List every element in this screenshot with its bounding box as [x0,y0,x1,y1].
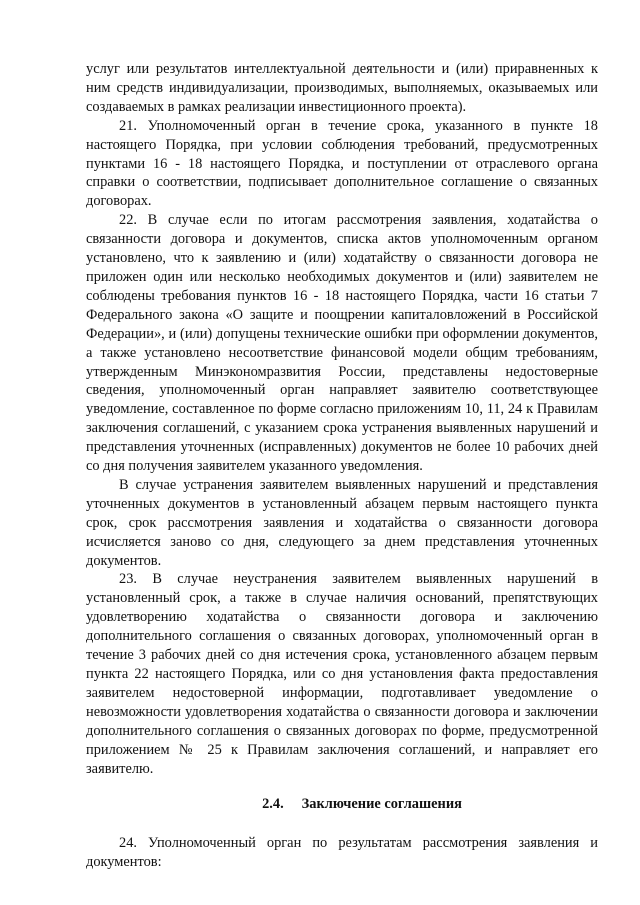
paragraph-24: 24. Уполномоченный орган по результатам рассмотрения заявления и документов: [86,835,598,871]
paragraph-22-second: В случае устранения заявителем выявленных нарушений и представления уточненных документов в установленный абзацем первым настоящего пункта срок, срок рассмотрения заявления и ходатайства о связанности договора исчисляется заново со дня, следующего за днем представления уточненных документов. [86,476,598,569]
paragraph-23: 23. В случае неустранения заявителем выявленных нарушений в установленный срок, а также в случае наличия оснований, препятствующих удовлетворению ходатайства о связанности договора и заключению дополнительного соглашения о связанных договорах, уполномоченный орган в течение 3 рабочих дней со дня истечения срока, установленного абзацем первым пункта 22 настоящего Порядка, или со дня установления факта предоставления заявителем недостоверной информации, подготавливает уведомление о невозможности удовлетворения ходатайства о связанности договора и заключении дополнительного соглашения о связанных договорах по форме, предусмотренной приложением № 25 к Правилам заключения соглашений, и направляет его заявителю. [86,571,598,777]
paragraph-22: 22. В случае если по итогам рассмотрения заявления, ходатайства о связанности договора и документов, списка актов уполномоченным органом установлено, что к заявлению и (или) ходатайству о связанности договора не приложен один или несколько необходимых документов и (или) заявителем не соблюдены требования пунктов 16 - 18 настоящего Порядка, части 16 статьи 7 Федерального закона «О защите и поощрении капиталовложений в Российской Федерации», и (или) допущены технические ошибки при оформлении документов, а также установлено несоответствие финансовой модели общим требованиям, утвержденным Минэкономразвития России, представлены недостоверные сведения, уполномоченный орган направляет заявителю соответствующее уведомление, составленное по форме согласно приложениям 10, 11, 24 к Правилам заключения соглашений, с указанием срока устранения выявленных нарушений и представления уточненных (исправленных) документов не более 10 рабочих дней со дня получения заявителем указанного уведомления. [86,212,598,475]
section-title: Заключение соглашения [301,796,462,813]
section-heading [86,795,598,814]
paragraph-21: 21. Уполномоченный орган в течение срока, указанного в пункте 18 настоящего Порядка, при условии соблюдения требований, предусмотренных пунктами 16 - 18 настоящего Порядка, и поступлении от отраслевого органа справки о соответствии, подписывает дополнительное соглашение о связанных договорах. [86,117,598,210]
spacer [86,814,598,834]
section-number: 2.4. [262,796,284,813]
document-page [86,60,598,872]
paragraph-continuation: услуг или результатов интеллектуальной деятельности и (или) приравненных к ним средств индивидуализации, производимых, выполняемых, оказываемых или создаваемых в рамках реализации инвестиционного проекта). [86,61,598,115]
